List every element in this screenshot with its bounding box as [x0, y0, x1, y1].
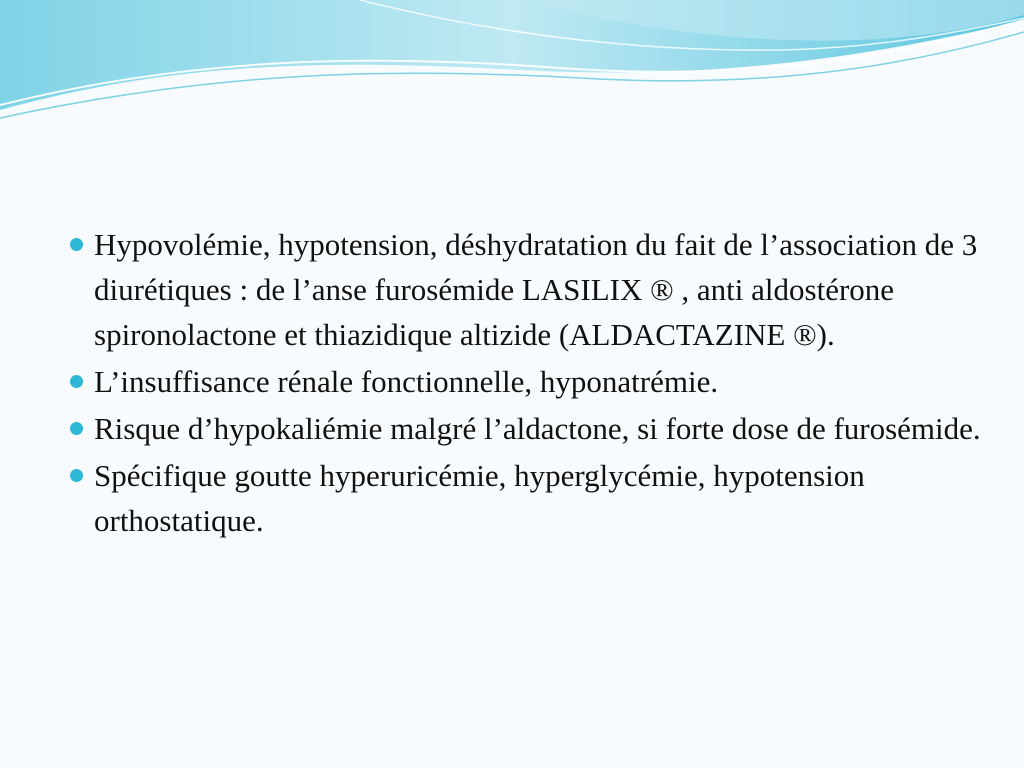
header-wave-decoration	[0, 0, 1024, 130]
bullet-text: L’insuffisance rénale fonctionnelle, hyponatrémie.	[94, 364, 719, 399]
bullet-item	[62, 406, 982, 451]
bullet-text: Spécifique goutte hyperuricémie, hyperglycémie, hypotension orthostatique.	[94, 458, 865, 538]
bullet-dot-icon	[70, 375, 83, 388]
bullet-dot-icon	[70, 422, 83, 435]
bullet-text: Hypovolémie, hypotension, déshydratation du fait de l’association de 3 diurétiques : de l’anse furosémide LASILIX ® , anti aldostérone spironolactone et thiazidique altizide (ALDACTAZINE ®).	[94, 227, 978, 352]
bullet-dot-icon	[70, 238, 83, 251]
bullet-item	[62, 359, 982, 404]
bullet-text: Risque d’hypokaliémie malgré l’aldactone, si forte dose de furosémide.	[94, 411, 981, 446]
bullet-item	[62, 222, 982, 357]
bullet-dot-icon	[70, 469, 83, 482]
bullet-list	[62, 222, 982, 545]
bullet-item	[62, 453, 982, 543]
